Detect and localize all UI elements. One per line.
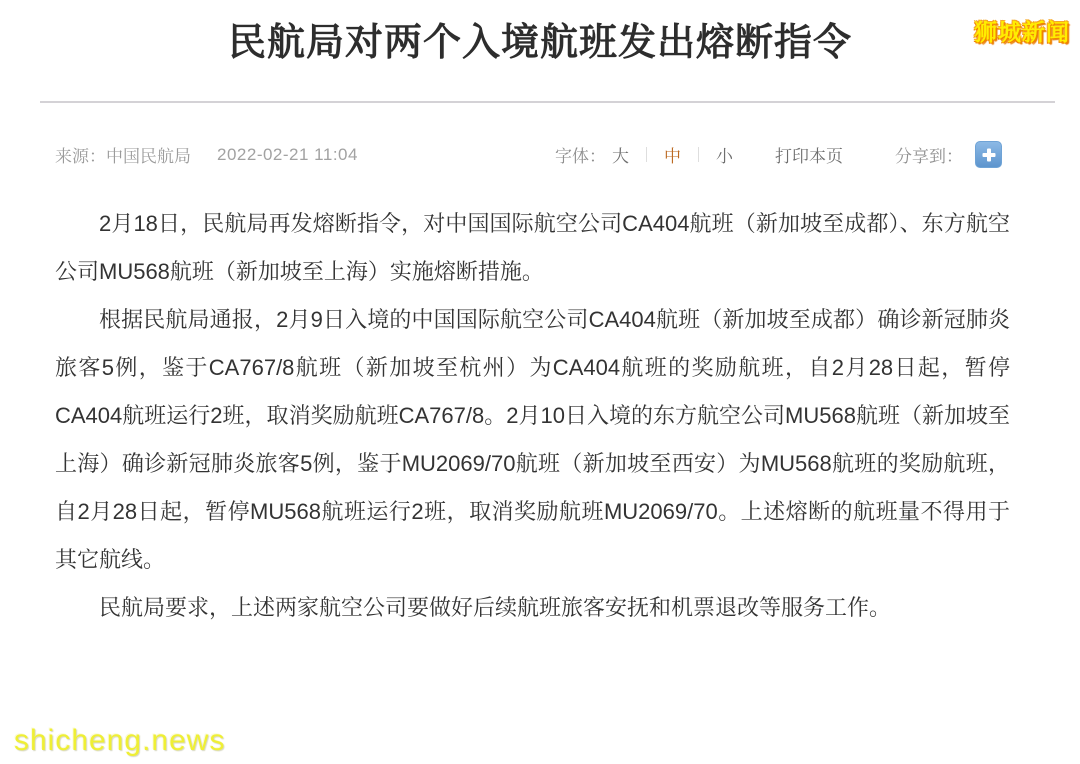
source-label: 来源： xyxy=(55,147,106,166)
article-body xyxy=(55,200,1010,632)
font-size-label: 字体： xyxy=(554,147,606,166)
source-value: 中国民航局 xyxy=(106,147,191,166)
publish-datetime: 2022-02-21 11:04 xyxy=(217,144,358,164)
site-watermark-bottom: shicheng.news xyxy=(14,724,226,757)
share-to-label: 分享到： xyxy=(895,147,963,166)
page-title: 民航局对两个入境航班发出熔断指令 xyxy=(227,22,852,64)
font-size-small-button[interactable]: 小 xyxy=(716,147,733,166)
site-watermark-top: 狮城新闻 xyxy=(974,19,1070,45)
print-page-button[interactable]: 打印本页 xyxy=(775,147,843,166)
article-meta xyxy=(55,142,358,167)
article-paragraph: 根据民航局通报，2月9日入境的中国国际航空公司CA404航班（新加坡至成都）确诊新冠肺炎旅客5例，鉴于CA767/8航班（新加坡至杭州）为CA404航班的奖励航班，自2月28日起，暂停CA404航班运行2班，取消奖励航班CA767/8。2月10日入境的东方航空公司MU568航班（新加坡至上海）确诊新冠肺炎旅客5例，鉴于MU2069/70航班（新加坡至西安）为MU568航班的奖励航班，自2月28日起，暂停MU568航班运行2班，取消奖励航班MU2069/70。上述熔断的航班量不得用于其它航线。 xyxy=(55,307,1010,572)
font-size-medium-button[interactable]: 中 xyxy=(663,147,681,166)
separator: ｜ xyxy=(638,147,654,164)
title-divider xyxy=(40,101,1055,103)
article-paragraph: 2月18日，民航局再发熔断指令，对中国国际航空公司CA404航班（新加坡至成都）、东方航空公司MU568航班（新加坡至上海）实施熔断措施。 xyxy=(55,211,1010,284)
article-paragraph: 民航局要求，上述两家航空公司要做好后续航班旅客安抚和机票退改等服务工作。 xyxy=(99,595,892,620)
separator: ｜ xyxy=(690,147,706,164)
meta-toolbar-row xyxy=(55,141,1002,168)
font-size-large-button[interactable]: 大 xyxy=(611,147,629,166)
share-button[interactable] xyxy=(975,141,1002,168)
article-toolbar xyxy=(555,141,1002,168)
